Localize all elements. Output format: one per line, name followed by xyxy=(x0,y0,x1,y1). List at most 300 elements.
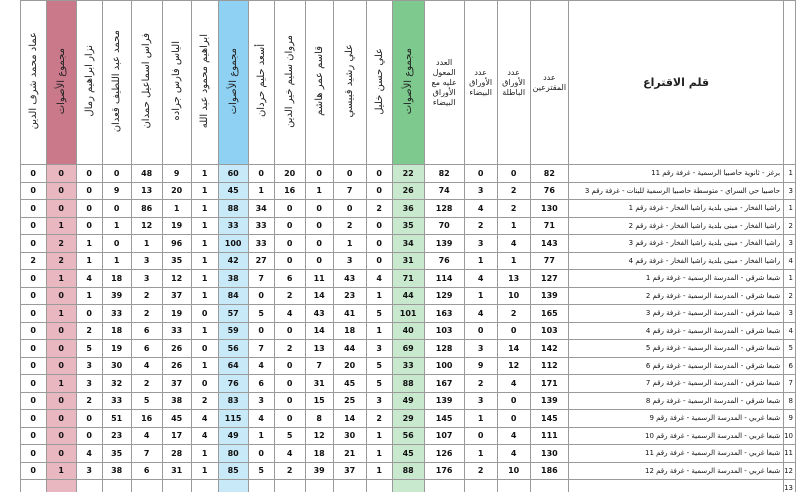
cell-c8[interactable]: 3 xyxy=(131,252,162,270)
cell-n[interactable]: 8 xyxy=(784,392,796,410)
cell-voters[interactable]: 139 xyxy=(530,287,568,305)
cell-c6[interactable] xyxy=(191,480,218,492)
cell-place[interactable]: راشيا الفخار - مبنى بلدية راشيا الفخار - غرفة رقم 3 xyxy=(569,235,784,253)
cell-place[interactable]: شبعا شرقي - المدرسة الرسمية - غرفة رقم 1 xyxy=(569,270,784,288)
cell-c10[interactable]: 3 xyxy=(76,357,102,375)
cell-n[interactable]: 4 xyxy=(784,252,796,270)
cell-n[interactable]: 10 xyxy=(784,427,796,445)
cell-c2[interactable]: 14 xyxy=(333,410,366,428)
cell-c8[interactable]: 2 xyxy=(131,375,162,393)
cell-c9[interactable]: 32 xyxy=(102,375,131,393)
cell-voters[interactable]: 112 xyxy=(530,357,568,375)
cell-c7[interactable]: 31 xyxy=(162,462,191,480)
cell-invalid[interactable]: 0 xyxy=(497,322,530,340)
cell-c7[interactable]: 26 xyxy=(162,357,191,375)
cell-c7[interactable] xyxy=(162,480,191,492)
cell-voters[interactable]: 111 xyxy=(530,427,568,445)
cell-c9[interactable]: 0 xyxy=(102,200,131,218)
cell-t2[interactable]: 33 xyxy=(218,217,248,235)
cell-t1[interactable]: 88 xyxy=(392,462,424,480)
cell-c1[interactable]: 5 xyxy=(366,305,392,323)
cell-place[interactable]: شبعا شرقي - المدرسة الرسمية - غرفة رقم 2 xyxy=(569,287,784,305)
cell-blank[interactable]: 3 xyxy=(464,340,497,358)
cell-c9[interactable] xyxy=(102,480,131,492)
cell-place[interactable]: شبعا غربي - المدرسة الرسمية - غرفة رقم 9 xyxy=(569,410,784,428)
cell-t2[interactable] xyxy=(218,480,248,492)
cell-t3[interactable]: 0 xyxy=(46,287,76,305)
cell-c6[interactable]: 1 xyxy=(191,357,218,375)
cell-c3[interactable] xyxy=(305,480,333,492)
cell-c10[interactable]: 0 xyxy=(76,305,102,323)
cell-c5[interactable]: 6 xyxy=(248,375,274,393)
cell-invalid[interactable] xyxy=(497,480,530,492)
cell-place[interactable]: شبعا شرقي - المدرسة الرسمية - غرفة رقم 3 xyxy=(569,305,784,323)
cell-c10[interactable]: 4 xyxy=(76,270,102,288)
cell-invalid[interactable]: 10 xyxy=(497,287,530,305)
cell-c6[interactable]: 1 xyxy=(191,165,218,183)
cell-c4[interactable]: 6 xyxy=(274,270,305,288)
cell-n[interactable]: 1 xyxy=(784,165,796,183)
cell-c11[interactable]: 0 xyxy=(20,410,46,428)
cell-voters[interactable]: 71 xyxy=(530,217,568,235)
cell-blank[interactable]: 4 xyxy=(464,200,497,218)
cell-c10[interactable]: 2 xyxy=(76,322,102,340)
cell-c4[interactable]: 4 xyxy=(274,445,305,463)
cell-blank[interactable]: 0 xyxy=(464,427,497,445)
cell-c9[interactable]: 1 xyxy=(102,217,131,235)
cell-c10[interactable]: 3 xyxy=(76,462,102,480)
cell-voters[interactable] xyxy=(530,480,568,492)
cell-invalid[interactable]: 4 xyxy=(497,445,530,463)
cell-c3[interactable]: 31 xyxy=(305,375,333,393)
cell-counted[interactable]: 128 xyxy=(424,340,464,358)
cell-c3[interactable]: 43 xyxy=(305,305,333,323)
cell-c6[interactable]: 4 xyxy=(191,410,218,428)
cell-blank[interactable]: 4 xyxy=(464,305,497,323)
cell-c9[interactable]: 51 xyxy=(102,410,131,428)
cell-blank[interactable]: 1 xyxy=(464,445,497,463)
cell-c9[interactable]: 39 xyxy=(102,287,131,305)
cell-counted[interactable]: 74 xyxy=(424,182,464,200)
cell-place[interactable]: شبعا غربي - المدرسة الرسمية - غرفة رقم 10 xyxy=(569,427,784,445)
cell-invalid[interactable]: 10 xyxy=(497,462,530,480)
cell-c2[interactable]: 45 xyxy=(333,375,366,393)
cell-counted[interactable]: 107 xyxy=(424,427,464,445)
cell-n[interactable]: 4 xyxy=(784,322,796,340)
cell-t2[interactable]: 59 xyxy=(218,322,248,340)
cell-c7[interactable]: 33 xyxy=(162,322,191,340)
cell-counted[interactable]: 163 xyxy=(424,305,464,323)
cell-n[interactable]: 6 xyxy=(784,357,796,375)
cell-blank[interactable]: 4 xyxy=(464,270,497,288)
cell-c4[interactable]: 20 xyxy=(274,165,305,183)
cell-c7[interactable]: 45 xyxy=(162,410,191,428)
cell-c5[interactable]: 33 xyxy=(248,217,274,235)
cell-c8[interactable]: 2 xyxy=(131,305,162,323)
cell-c2[interactable]: 1 xyxy=(333,235,366,253)
cell-blank[interactable]: 2 xyxy=(464,462,497,480)
cell-c11[interactable]: 0 xyxy=(20,200,46,218)
cell-counted[interactable]: 167 xyxy=(424,375,464,393)
cell-c4[interactable]: 5 xyxy=(274,427,305,445)
cell-c10[interactable]: 2 xyxy=(76,392,102,410)
cell-voters[interactable]: 165 xyxy=(530,305,568,323)
cell-c2[interactable]: 20 xyxy=(333,357,366,375)
cell-c3[interactable]: 15 xyxy=(305,392,333,410)
cell-t2[interactable]: 64 xyxy=(218,357,248,375)
cell-blank[interactable]: 1 xyxy=(464,410,497,428)
cell-c11[interactable]: 2 xyxy=(20,252,46,270)
cell-c11[interactable]: 0 xyxy=(20,305,46,323)
cell-c8[interactable] xyxy=(131,480,162,492)
cell-t2[interactable]: 76 xyxy=(218,375,248,393)
cell-c2[interactable]: 0 xyxy=(333,165,366,183)
cell-counted[interactable]: 128 xyxy=(424,200,464,218)
cell-t2[interactable]: 84 xyxy=(218,287,248,305)
cell-counted[interactable]: 100 xyxy=(424,357,464,375)
cell-c11[interactable] xyxy=(20,480,46,492)
cell-c5[interactable] xyxy=(248,480,274,492)
cell-t1[interactable]: 40 xyxy=(392,322,424,340)
cell-c11[interactable]: 0 xyxy=(20,445,46,463)
cell-t2[interactable]: 85 xyxy=(218,462,248,480)
cell-c8[interactable]: 3 xyxy=(131,270,162,288)
cell-c1[interactable]: 0 xyxy=(366,252,392,270)
cell-c6[interactable]: 1 xyxy=(191,182,218,200)
cell-t1[interactable]: 26 xyxy=(392,182,424,200)
cell-c10[interactable] xyxy=(76,480,102,492)
cell-c8[interactable]: 2 xyxy=(131,287,162,305)
cell-c1[interactable]: 1 xyxy=(366,462,392,480)
cell-n[interactable]: 2 xyxy=(784,217,796,235)
cell-blank[interactable]: 9 xyxy=(464,357,497,375)
cell-c2[interactable]: 23 xyxy=(333,287,366,305)
cell-t3[interactable]: 0 xyxy=(46,410,76,428)
cell-c8[interactable]: 86 xyxy=(131,200,162,218)
cell-c11[interactable]: 0 xyxy=(20,165,46,183)
cell-t1[interactable]: 35 xyxy=(392,217,424,235)
cell-c11[interactable]: 0 xyxy=(20,287,46,305)
cell-c3[interactable]: 14 xyxy=(305,322,333,340)
cell-t3[interactable]: 1 xyxy=(46,270,76,288)
cell-c6[interactable]: 1 xyxy=(191,270,218,288)
cell-c4[interactable]: 0 xyxy=(274,392,305,410)
cell-place[interactable]: شبعا شرقي - المدرسة الرسمية - غرفة رقم 5 xyxy=(569,340,784,358)
cell-n[interactable]: 3 xyxy=(784,305,796,323)
cell-voters[interactable]: 143 xyxy=(530,235,568,253)
cell-c9[interactable]: 0 xyxy=(102,235,131,253)
cell-c6[interactable]: 0 xyxy=(191,340,218,358)
cell-invalid[interactable]: 12 xyxy=(497,357,530,375)
cell-invalid[interactable]: 14 xyxy=(497,340,530,358)
cell-t1[interactable]: 88 xyxy=(392,375,424,393)
cell-c5[interactable]: 34 xyxy=(248,200,274,218)
cell-c10[interactable]: 4 xyxy=(76,445,102,463)
cell-place[interactable]: شبعا غربي - المدرسة الرسمية - غرفة رقم 11 xyxy=(569,445,784,463)
cell-t2[interactable]: 57 xyxy=(218,305,248,323)
cell-blank[interactable]: 1 xyxy=(464,287,497,305)
cell-n[interactable]: 13 xyxy=(784,480,796,492)
cell-voters[interactable]: 76 xyxy=(530,182,568,200)
cell-c4[interactable]: 2 xyxy=(274,462,305,480)
cell-c9[interactable]: 0 xyxy=(102,165,131,183)
cell-c7[interactable]: 28 xyxy=(162,445,191,463)
cell-place[interactable]: راشيا الفخار - مبنى بلدية راشيا الفخار - غرفة رقم 1 xyxy=(569,200,784,218)
cell-c1[interactable]: 0 xyxy=(366,217,392,235)
cell-c6[interactable]: 1 xyxy=(191,287,218,305)
cell-c4[interactable]: 0 xyxy=(274,410,305,428)
cell-t1[interactable]: 33 xyxy=(392,357,424,375)
cell-c1[interactable]: 2 xyxy=(366,200,392,218)
cell-place[interactable]: شبعا شرقي - المدرسة الرسمية - غرفة رقم 7 xyxy=(569,375,784,393)
cell-c5[interactable]: 0 xyxy=(248,445,274,463)
cell-invalid[interactable]: 13 xyxy=(497,270,530,288)
cell-c4[interactable] xyxy=(274,480,305,492)
cell-voters[interactable]: 130 xyxy=(530,200,568,218)
cell-invalid[interactable]: 0 xyxy=(497,165,530,183)
cell-c1[interactable]: 2 xyxy=(366,410,392,428)
cell-c11[interactable]: 0 xyxy=(20,375,46,393)
cell-t3[interactable]: 0 xyxy=(46,427,76,445)
cell-t2[interactable]: 45 xyxy=(218,182,248,200)
cell-voters[interactable]: 142 xyxy=(530,340,568,358)
cell-t1[interactable]: 71 xyxy=(392,270,424,288)
cell-c9[interactable]: 30 xyxy=(102,357,131,375)
cell-c8[interactable]: 1 xyxy=(131,235,162,253)
cell-c3[interactable]: 18 xyxy=(305,445,333,463)
cell-c7[interactable]: 37 xyxy=(162,375,191,393)
cell-invalid[interactable]: 0 xyxy=(497,392,530,410)
cell-t3[interactable]: 0 xyxy=(46,340,76,358)
cell-n[interactable]: 7 xyxy=(784,375,796,393)
cell-place[interactable] xyxy=(569,480,784,492)
cell-t2[interactable]: 100 xyxy=(218,235,248,253)
cell-c2[interactable]: 25 xyxy=(333,392,366,410)
cell-t2[interactable]: 42 xyxy=(218,252,248,270)
cell-blank[interactable] xyxy=(464,480,497,492)
cell-c10[interactable]: 1 xyxy=(76,235,102,253)
cell-blank[interactable]: 1 xyxy=(464,252,497,270)
cell-c4[interactable]: 0 xyxy=(274,322,305,340)
cell-c6[interactable]: 1 xyxy=(191,200,218,218)
cell-t2[interactable]: 80 xyxy=(218,445,248,463)
cell-c10[interactable]: 0 xyxy=(76,410,102,428)
cell-t1[interactable]: 31 xyxy=(392,252,424,270)
cell-c6[interactable]: 1 xyxy=(191,252,218,270)
cell-c11[interactable]: 0 xyxy=(20,235,46,253)
cell-c3[interactable]: 0 xyxy=(305,165,333,183)
cell-t1[interactable]: 36 xyxy=(392,200,424,218)
cell-c10[interactable]: 0 xyxy=(76,182,102,200)
cell-t3[interactable]: 0 xyxy=(46,445,76,463)
cell-counted[interactable]: 114 xyxy=(424,270,464,288)
cell-c9[interactable]: 9 xyxy=(102,182,131,200)
cell-place[interactable]: راشيا الفخار - مبنى بلدية راشيا الفخار - غرفة رقم 4 xyxy=(569,252,784,270)
cell-place[interactable]: شبعا شرقي - المدرسة الرسمية - غرفة رقم 8 xyxy=(569,392,784,410)
cell-c1[interactable]: 0 xyxy=(366,182,392,200)
cell-c9[interactable]: 23 xyxy=(102,427,131,445)
cell-c4[interactable]: 4 xyxy=(274,305,305,323)
cell-t1[interactable]: 44 xyxy=(392,287,424,305)
cell-voters[interactable]: 130 xyxy=(530,445,568,463)
cell-c10[interactable]: 1 xyxy=(76,252,102,270)
cell-c11[interactable]: 0 xyxy=(20,427,46,445)
cell-voters[interactable]: 145 xyxy=(530,410,568,428)
cell-c10[interactable]: 0 xyxy=(76,200,102,218)
cell-c7[interactable]: 12 xyxy=(162,270,191,288)
cell-counted[interactable]: 76 xyxy=(424,252,464,270)
cell-c7[interactable]: 19 xyxy=(162,305,191,323)
cell-c3[interactable]: 14 xyxy=(305,287,333,305)
cell-c5[interactable]: 0 xyxy=(248,287,274,305)
cell-c5[interactable]: 0 xyxy=(248,322,274,340)
cell-invalid[interactable]: 4 xyxy=(497,427,530,445)
cell-t1[interactable]: 101 xyxy=(392,305,424,323)
cell-c3[interactable]: 13 xyxy=(305,340,333,358)
cell-t3[interactable]: 0 xyxy=(46,165,76,183)
cell-blank[interactable]: 3 xyxy=(464,235,497,253)
cell-c1[interactable]: 1 xyxy=(366,287,392,305)
cell-c5[interactable]: 7 xyxy=(248,270,274,288)
cell-c10[interactable]: 0 xyxy=(76,165,102,183)
cell-c4[interactable]: 0 xyxy=(274,235,305,253)
cell-blank[interactable]: 2 xyxy=(464,217,497,235)
cell-c7[interactable]: 20 xyxy=(162,182,191,200)
cell-c6[interactable]: 1 xyxy=(191,235,218,253)
cell-blank[interactable]: 0 xyxy=(464,322,497,340)
cell-c2[interactable]: 0 xyxy=(333,200,366,218)
cell-t3[interactable]: 1 xyxy=(46,217,76,235)
cell-counted[interactable]: 126 xyxy=(424,445,464,463)
cell-c3[interactable]: 39 xyxy=(305,462,333,480)
cell-blank[interactable]: 3 xyxy=(464,392,497,410)
cell-c5[interactable]: 5 xyxy=(248,305,274,323)
cell-voters[interactable]: 186 xyxy=(530,462,568,480)
cell-c2[interactable]: 18 xyxy=(333,322,366,340)
cell-place[interactable]: برغز - ثانوية حاصبيا الرسمية - غرفة رقم 11 xyxy=(569,165,784,183)
cell-c11[interactable]: 0 xyxy=(20,340,46,358)
cell-invalid[interactable]: 4 xyxy=(497,375,530,393)
cell-c10[interactable]: 0 xyxy=(76,427,102,445)
cell-invalid[interactable]: 2 xyxy=(497,182,530,200)
cell-c1[interactable]: 0 xyxy=(366,235,392,253)
cell-counted[interactable]: 176 xyxy=(424,462,464,480)
cell-c7[interactable]: 19 xyxy=(162,217,191,235)
cell-counted[interactable]: 103 xyxy=(424,322,464,340)
cell-c8[interactable]: 4 xyxy=(131,357,162,375)
cell-c1[interactable]: 1 xyxy=(366,445,392,463)
cell-t1[interactable]: 22 xyxy=(392,165,424,183)
cell-c5[interactable]: 0 xyxy=(248,165,274,183)
cell-n[interactable]: 12 xyxy=(784,462,796,480)
cell-c5[interactable]: 33 xyxy=(248,235,274,253)
cell-c8[interactable]: 5 xyxy=(131,392,162,410)
cell-invalid[interactable]: 1 xyxy=(497,252,530,270)
cell-c4[interactable]: 0 xyxy=(274,200,305,218)
cell-c11[interactable]: 0 xyxy=(20,462,46,480)
cell-c11[interactable]: 0 xyxy=(20,182,46,200)
cell-t3[interactable]: 0 xyxy=(46,182,76,200)
cell-c8[interactable]: 13 xyxy=(131,182,162,200)
cell-c4[interactable]: 16 xyxy=(274,182,305,200)
cell-t2[interactable]: 60 xyxy=(218,165,248,183)
cell-c2[interactable]: 44 xyxy=(333,340,366,358)
cell-invalid[interactable]: 4 xyxy=(497,235,530,253)
cell-counted[interactable]: 129 xyxy=(424,287,464,305)
cell-c8[interactable]: 16 xyxy=(131,410,162,428)
cell-c4[interactable]: 0 xyxy=(274,357,305,375)
cell-counted[interactable] xyxy=(424,480,464,492)
cell-c8[interactable]: 7 xyxy=(131,445,162,463)
cell-t1[interactable]: 49 xyxy=(392,392,424,410)
cell-place[interactable]: حاصبيا حي السراي - متوسطة حاصبيا الرسمية للبنات - غرفة رقم 3 xyxy=(569,182,784,200)
cell-c11[interactable]: 0 xyxy=(20,392,46,410)
cell-c9[interactable]: 35 xyxy=(102,445,131,463)
cell-c11[interactable]: 0 xyxy=(20,217,46,235)
cell-c4[interactable]: 0 xyxy=(274,252,305,270)
cell-c7[interactable]: 1 xyxy=(162,200,191,218)
cell-c2[interactable] xyxy=(333,480,366,492)
cell-c2[interactable]: 7 xyxy=(333,182,366,200)
cell-invalid[interactable]: 1 xyxy=(497,217,530,235)
cell-c6[interactable]: 1 xyxy=(191,462,218,480)
cell-place[interactable]: شبعا شرقي - المدرسة الرسمية - غرفة رقم 6 xyxy=(569,357,784,375)
cell-n[interactable]: 1 xyxy=(784,200,796,218)
cell-c9[interactable]: 38 xyxy=(102,462,131,480)
cell-c7[interactable]: 37 xyxy=(162,287,191,305)
cell-c1[interactable]: 5 xyxy=(366,375,392,393)
cell-c7[interactable]: 9 xyxy=(162,165,191,183)
cell-c6[interactable]: 0 xyxy=(191,375,218,393)
cell-invalid[interactable]: 2 xyxy=(497,305,530,323)
cell-place[interactable]: شبعا غربي - المدرسة الرسمية - غرفة رقم 12 xyxy=(569,462,784,480)
cell-c6[interactable]: 4 xyxy=(191,427,218,445)
cell-c6[interactable]: 1 xyxy=(191,322,218,340)
cell-n[interactable]: 3 xyxy=(784,235,796,253)
cell-c9[interactable]: 1 xyxy=(102,252,131,270)
cell-t1[interactable]: 69 xyxy=(392,340,424,358)
cell-c6[interactable]: 1 xyxy=(191,445,218,463)
cell-c2[interactable]: 37 xyxy=(333,462,366,480)
cell-c3[interactable]: 12 xyxy=(305,427,333,445)
cell-counted[interactable]: 82 xyxy=(424,165,464,183)
cell-c2[interactable]: 21 xyxy=(333,445,366,463)
cell-c5[interactable]: 1 xyxy=(248,427,274,445)
cell-c3[interactable]: 8 xyxy=(305,410,333,428)
cell-c4[interactable]: 0 xyxy=(274,375,305,393)
cell-c7[interactable]: 38 xyxy=(162,392,191,410)
cell-t3[interactable]: 0 xyxy=(46,392,76,410)
cell-n[interactable]: 1 xyxy=(784,270,796,288)
cell-t2[interactable]: 38 xyxy=(218,270,248,288)
cell-c1[interactable]: 4 xyxy=(366,270,392,288)
cell-voters[interactable]: 103 xyxy=(530,322,568,340)
cell-c4[interactable]: 2 xyxy=(274,340,305,358)
cell-c4[interactable]: 2 xyxy=(274,287,305,305)
cell-t2[interactable]: 88 xyxy=(218,200,248,218)
cell-c1[interactable]: 1 xyxy=(366,427,392,445)
cell-c7[interactable]: 35 xyxy=(162,252,191,270)
cell-t3[interactable]: 0 xyxy=(46,200,76,218)
cell-n[interactable]: 9 xyxy=(784,410,796,428)
cell-t3[interactable]: 2 xyxy=(46,235,76,253)
cell-t3[interactable]: 0 xyxy=(46,322,76,340)
cell-c1[interactable]: 3 xyxy=(366,340,392,358)
cell-t2[interactable]: 83 xyxy=(218,392,248,410)
cell-c2[interactable]: 43 xyxy=(333,270,366,288)
cell-c8[interactable]: 4 xyxy=(131,427,162,445)
cell-t1[interactable]: 56 xyxy=(392,427,424,445)
